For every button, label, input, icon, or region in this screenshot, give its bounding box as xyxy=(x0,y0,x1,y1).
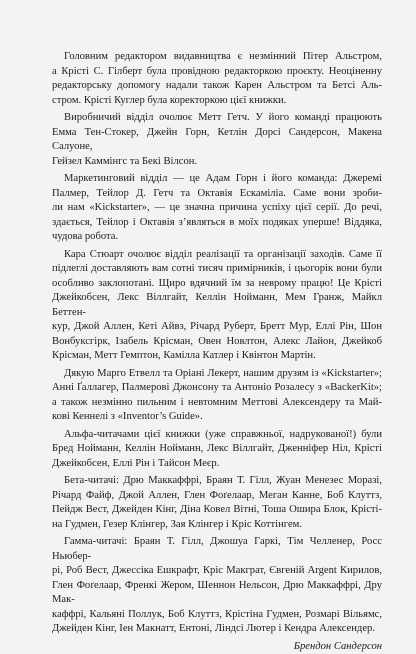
text-line: Палмер, Тейлор Д. Гетч та Октавія Ескаміліа. Саме вони зроби- xyxy=(52,187,382,202)
text-line: рі, Роб Вест, Джессіка Ешкрафт, Кріс Макграт, Євгеній Argent Кирилов, xyxy=(52,564,382,579)
text-line: здається, Тейлор і Октавія з’являться в моїх подяках уперше! Віддяка, xyxy=(52,216,382,231)
paragraph-gamma xyxy=(52,535,382,637)
paragraph-sales xyxy=(52,248,382,364)
text-line: чудова робота. xyxy=(52,230,382,245)
text-line: кур, Джой Аллен, Кеті Айвз, Річард Руберт, Бретт Мур, Еллі Рін, Шон xyxy=(52,320,382,335)
text-line: Річард Файф, Джой Аллен, Глен Фоґелаар, Меган Канне, Боб Клуттз, xyxy=(52,489,382,504)
text-line: Джейкобсен, Лекс Віллгайт, Келлін Нойманн, Мем Гранж, Майкл Беттен- xyxy=(52,291,382,320)
text-line: ли нам «Kickstarter», — це значна причина успіху цієї серії. До речі, xyxy=(52,201,382,216)
text-line: Крісман, Метт Гемптон, Камілла Катлер і Квінтон Мартін. xyxy=(52,349,382,364)
text-line: Вонбуксгірк, Ізабель Крісман, Овен Новлтон, Алекс Лайон, Джейкоб xyxy=(52,335,382,350)
text-line: Кара Стюарт очолює відділ реалізації та організації заходів. Саме її xyxy=(52,248,382,263)
text-line: Альфа-читачами цієї книжки (уже справжньої, надрукованої!) були xyxy=(52,428,382,443)
acknowledgements-text xyxy=(52,50,382,637)
paragraph-production xyxy=(52,111,382,169)
text-line: Пейдж Вест, Джейден Кінг, Діна Ковел Вітні, Тоша Ошира Блок, Крісті- xyxy=(52,503,382,518)
text-line: Маркетинговий відділ — це Адам Горн і його команда: Джеремі xyxy=(52,172,382,187)
text-line: особливо заклопотані. Щиро вдячний їм за неврому працю! Це Крісті xyxy=(52,277,382,292)
paragraph-editors xyxy=(52,50,382,108)
text-line: а Крісті С. Гілберт була провідною редакторкою проєкту. Неоціненну xyxy=(52,65,382,80)
author-signature: Брендон Сандерсон xyxy=(52,640,382,654)
text-line: Джейден Кінг, Іен Макнатт, Ентоні, Ліндсі Лютер і Кендра Алексендер. xyxy=(52,622,382,637)
text-line: Виробничий відділ очолює Метт Гетч. У його команді працюють xyxy=(52,111,382,126)
text-line: Емма Тен-Стокер, Джейн Горн, Кетлін Дорсі Сандерсон, Макена Салуоне, xyxy=(52,126,382,155)
text-line: Бред Нойманн, Келлін Нойманн, Лекс Віллгайт, Дженніфер Ніл, Крісті xyxy=(52,442,382,457)
paragraph-marketing xyxy=(52,172,382,245)
paragraph-beta xyxy=(52,474,382,532)
text-line: Дякую Марго Етвелл та Оріані Лекерт, нашим друзям із «Kickstarter»; xyxy=(52,367,382,382)
text-line: каффрі, Кальяні Поллук, Боб Клуттз, Крістіна Гудмен, Розмарі Вільямс, xyxy=(52,608,382,623)
text-line: редакторську допомогу надали також Карен Альстром та Бетсі Аль- xyxy=(52,79,382,94)
text-line: Джейкобсен, Еллі Рін і Тайсон Меєр. xyxy=(52,457,382,472)
text-line: Головним редактором видавництва є незмінний Пітер Альстром, xyxy=(52,50,382,65)
paragraph-thanks xyxy=(52,367,382,425)
text-line: Анні Ґаллагер, Палмерові Джонсону та Антоніо Розалесу з «BackerKit»; xyxy=(52,381,382,396)
text-line: Гамма-читачі: Браян Т. Гілл, Джошуа Гаркі, Тім Челленер, Росс Ньюбер- xyxy=(52,535,382,564)
text-line: підлеглі доставляють вам сотні тисяч примірників, і цьогорік вони були xyxy=(52,262,382,277)
text-line: Глен Фоґелаар, Френкі Жером, Шеннон Нельсон, Дрю Маккаффрі, Дру Мак- xyxy=(52,579,382,608)
paragraph-alpha xyxy=(52,428,382,472)
text-line: а також незмінно пильним і невтомним Меттові Алексендеру та Май- xyxy=(52,396,382,411)
text-line: на Гудмен, Гезер Клінгер, Зая Клінгер і Кріс Коттінгем. xyxy=(52,518,382,533)
text-line: кові Кеннелі з «Inventor’s Guide». xyxy=(52,410,382,425)
text-line: Бета-читачі: Дрю Маккаффрі, Браян Т. Гілл, Жуан Менезес Моразі, xyxy=(52,474,382,489)
text-line: стром. Крісті Куглер була коректоркою цієї книжки. xyxy=(52,94,382,109)
text-line: Гейзел Каммінгс та Бекі Вілсон. xyxy=(52,155,382,170)
